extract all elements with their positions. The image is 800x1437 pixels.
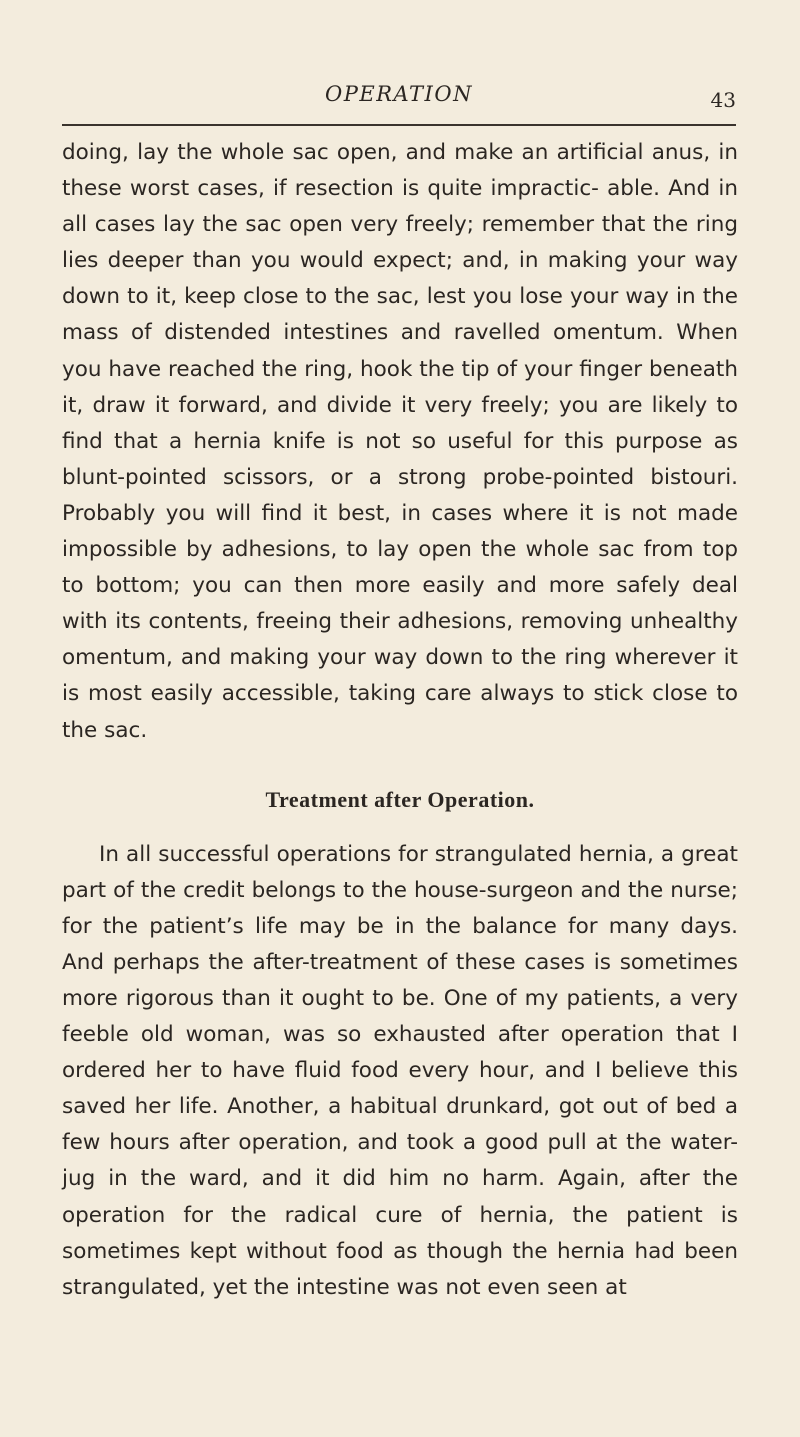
- running-title: OPERATION: [325, 82, 473, 106]
- header-rule: [62, 124, 736, 126]
- section-paragraph: In all successful operations for strangulated hernia, a great part of the credit belongs to the house-surgeon and the nurse; for the patient’s life may be in the balance for many days. And perhaps the after-treatment of these cases is sometimes more rigorous than it ought to be. One of my patients, a very feeble old woman, was so exhausted after operation that I ordered her to have fluid food every hour, and I believe this saved her life. Another, a habitual drunkard, got out of bed a few hours after operation, and took a good pull at the water-jug in the ward, and it did him no harm. Again, after the operation for the radical cure of hernia, the patient is sometimes kept without food as though the hernia had been strangulated, yet the intestine was not even seen at: [62, 841, 738, 1300]
- page-number: 43: [710, 88, 736, 112]
- running-head: [62, 82, 736, 118]
- body-text: [62, 135, 738, 1306]
- section-heading: Treatment after Operation.: [265, 786, 535, 812]
- paragraph-continued: doing, lay the whole sac open, and make an artificial anus, in these worst cases, if resection is quite impractic- able. And in all cases lay the sac open very freely; remember that the ring lies deeper than you would expect; and, in making your way down to it, keep close to the sac, lest you lose your way in the mass of distended intestines and ravelled omentum. When you have reached the ring, hook the tip of your finger beneath it, draw it forward, and divide it very freely; you are likely to find that a hernia knife is not so useful for this purpose as blunt-pointed scissors, or a strong probe-pointed bistouri. Probably you will find it best, in cases where it is not made impossible by adhesions, to lay open the whole sac from top to bottom; you can then more easily and more safely deal with its contents, freeing their adhesions, removing unhealthy omentum, and making your way down to the ring wherever it is most easily accessible, taking care always to stick close to the sac.: [62, 140, 738, 743]
